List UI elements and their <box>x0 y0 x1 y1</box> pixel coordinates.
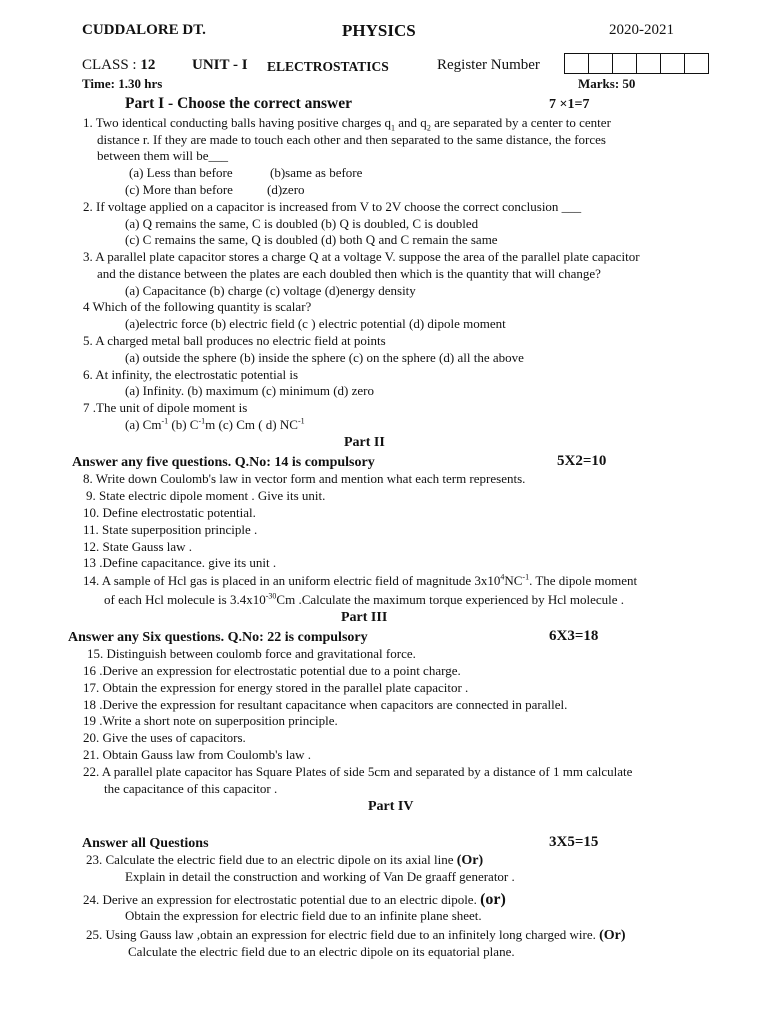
q3-line2: and the distance between the plates are each doubled then which is the quantity that will change? <box>97 266 601 281</box>
q1-sub2: 2 <box>426 123 431 133</box>
q7-line1: 7 .The unit of dipole moment is <box>83 400 248 415</box>
q3-options: (a) Capacitance (b) charge (c) voltage (d)energy density <box>125 283 416 298</box>
register-box[interactable] <box>684 54 708 73</box>
q22-line2: the capacitance of this capacitor . <box>104 781 278 796</box>
unit-label: UNIT - I <box>192 57 248 73</box>
part1-marks: 7 ×1=7 <box>549 97 590 112</box>
register-box[interactable] <box>588 54 612 73</box>
part3-title: Part III <box>341 610 388 625</box>
unit-name: ELECTROSTATICS <box>267 59 389 74</box>
time-label: Time: 1.30 hrs <box>82 76 163 91</box>
q14-text-e: Cm .Calculate the maximum torque experienced by Hcl molecule . <box>276 592 625 607</box>
register-box[interactable] <box>660 54 684 73</box>
q7-sup-d: -1 <box>297 416 305 426</box>
q25-or: (Or) <box>599 928 626 943</box>
register-box[interactable] <box>565 54 588 73</box>
part4-marks: 3X5=15 <box>549 834 599 850</box>
class-line <box>82 57 155 74</box>
part3-marks: 6X3=18 <box>549 628 599 644</box>
q24-line1 <box>83 891 506 909</box>
q24-line2: Obtain the expression for electric field due to an infinite plane sheet. <box>125 908 482 923</box>
q8: 8. Write down Coulomb's law in vector form and mention what each term represents. <box>83 471 526 486</box>
q14-line2 <box>104 593 624 608</box>
q14-sup1: 4 <box>500 572 505 582</box>
q6-line1: 6. At infinity, the electrostatic potential is <box>83 367 299 382</box>
part2-marks: 5X2=10 <box>557 453 607 469</box>
q23-line1 <box>86 853 483 869</box>
q15: 15. Distinguish between coulomb force and gravitational force. <box>87 646 416 661</box>
q14-sup3: -30 <box>265 591 277 601</box>
q1-line1 <box>83 116 611 131</box>
part2-title: Part II <box>344 435 385 450</box>
q1-option-b: (b)same as before <box>270 165 363 180</box>
q14-sup2: -1 <box>522 572 530 582</box>
q23-or: (Or) <box>456 853 484 868</box>
q22-line1: 22. A parallel plate capacitor has Square Plates of side 5cm and separated by a distance of 1 mm calculate <box>83 764 633 779</box>
q19: 19 .Write a short note on superposition principle. <box>83 713 338 728</box>
q14-text-c: . The dipole moment <box>529 573 638 588</box>
class-label: CLASS : <box>82 57 141 73</box>
q1-option-a: (a) Less than before <box>129 165 233 180</box>
part2-instruction: Answer any five questions. Q.No: 14 is compulsory <box>72 455 375 470</box>
q1-text-c: are separated by a center to center <box>430 115 611 130</box>
class-value: 12 <box>140 57 156 73</box>
q23-line2: Explain in detail the construction and working of Van De graaff generator . <box>125 869 515 884</box>
q24-text: 24. Derive an expression for electrostatic potential due to an electric dipole. <box>83 892 477 907</box>
q7-sup-a: -1 <box>161 416 169 426</box>
q5-options: (a) outside the sphere (b) inside the sphere (c) on the sphere (d) all the above <box>125 350 524 365</box>
part4-title: Part IV <box>368 799 414 814</box>
q4-line1: 4 Which of the following quantity is scalar? <box>83 299 312 314</box>
part4-instruction: Answer all Questions <box>82 836 209 851</box>
q2-options-1: (a) Q remains the same, C is doubled (b) Q is doubled, C is doubled <box>125 216 479 231</box>
q17: 17. Obtain the expression for energy stored in the parallel plate capacitor . <box>83 680 469 695</box>
subject-title: PHYSICS <box>342 21 416 40</box>
q1-line2: distance r. If they are made to touch each other and then separated to the same distance, the forces <box>97 132 606 147</box>
q23-text: 23. Calculate the electric field due to an electric dipole on its axial line <box>86 852 454 867</box>
marks-label: Marks: 50 <box>578 76 636 91</box>
part3-instruction: Answer any Six questions. Q.No: 22 is compulsory <box>68 630 368 645</box>
register-number-boxes[interactable] <box>564 53 709 74</box>
q7-sup-b: -1 <box>198 416 206 426</box>
q21: 21. Obtain Gauss law from Coulomb's law . <box>83 747 312 762</box>
q1-option-c: (c) More than before <box>125 182 233 197</box>
q13: 13 .Define capacitance. give its unit . <box>83 555 277 570</box>
q25-text: 25. Using Gauss law ,obtain an expression for electric field due to an infinitely long charged wire. <box>86 927 596 942</box>
q18: 18 .Derive the expression for resultant capacitance when capacitors are connected in parallel. <box>83 697 568 712</box>
q20: 20. Give the uses of capacitors. <box>83 730 246 745</box>
q7-options <box>125 418 305 433</box>
q25-line1 <box>86 928 626 944</box>
q6-options: (a) Infinity. (b) maximum (c) minimum (d) zero <box>125 383 374 398</box>
q2-line1: 2. If voltage applied on a capacitor is increased from V to 2V choose the correct conclusion ___ <box>83 199 582 214</box>
q9: 9. State electric dipole moment . Give its unit. <box>86 488 326 503</box>
q14-text-a: 14. A sample of Hcl gas is placed in an uniform electric field of magnitude 3x10 <box>83 573 501 588</box>
part1-heading: Part I - Choose the correct answer <box>125 95 352 112</box>
q3-line1: 3. A parallel plate capacitor stores a charge Q at a voltage V. suppose the area of the parallel plate capacitor <box>83 249 640 264</box>
q7-option-a: (a) Cm <box>125 417 162 432</box>
q24-or: (or) <box>480 891 506 908</box>
academic-year: 2020-2021 <box>609 22 674 38</box>
q5-line1: 5. A charged metal ball produces no electric field at points <box>83 333 386 348</box>
q11: 11. State superposition principle . <box>83 522 258 537</box>
q2-options-2: (c) C remains the same, Q is doubled (d) both Q and C remain the same <box>125 232 498 247</box>
q1-text-b: and q <box>395 115 427 130</box>
register-box[interactable] <box>612 54 636 73</box>
q7-option-bcd: m (c) Cm ( d) NC <box>205 417 298 432</box>
q10: 10. Define electrostatic potential. <box>83 505 256 520</box>
register-box[interactable] <box>636 54 660 73</box>
q1-sub1: 1 <box>391 123 396 133</box>
q16: 16 .Derive an expression for electrostatic potential due to a point charge. <box>83 663 461 678</box>
q1-option-d: (d)zero <box>267 182 305 197</box>
register-number-label: Register Number <box>437 57 540 73</box>
q12: 12. State Gauss law . <box>83 539 193 554</box>
q25-line2: Calculate the electric field due to an electric dipole on its equatorial plane. <box>128 944 515 959</box>
q14-line1 <box>83 574 637 589</box>
q1-line3: between them will be___ <box>97 148 229 163</box>
q14-text-d: of each Hcl molecule is 3.4x10 <box>104 592 266 607</box>
q14-text-b: NC <box>504 573 523 588</box>
q1-text-a: 1. Two identical conducting balls having positive charges q <box>83 115 392 130</box>
q7-option-b: (b) C <box>168 417 199 432</box>
q4-options: (a)electric force (b) electric field (c ) electric potential (d) dipole moment <box>125 316 506 331</box>
district-label: CUDDALORE DT. <box>82 22 206 38</box>
